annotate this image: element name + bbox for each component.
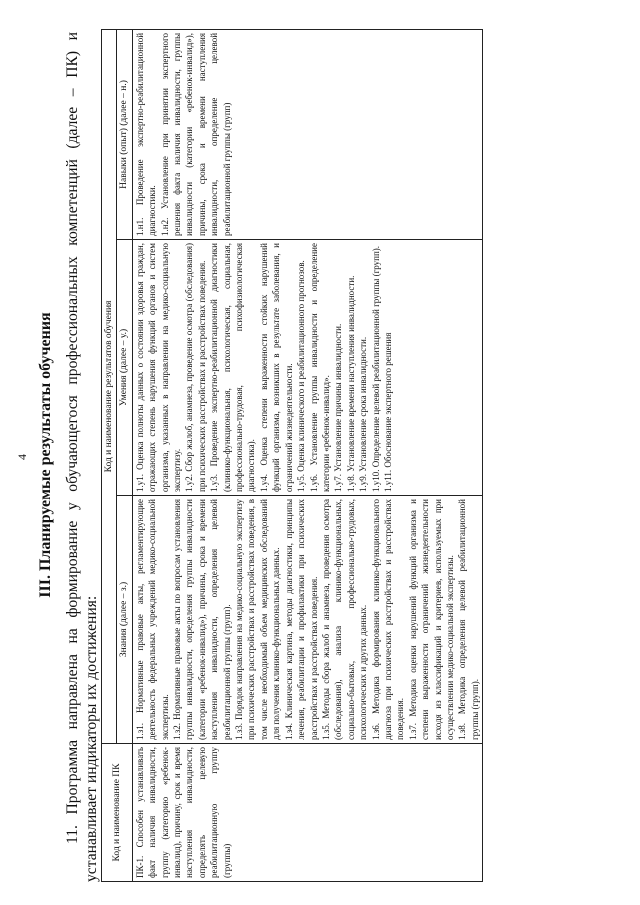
skill-item: 1.у2. Сбор жалоб, анамнеза, проведение осмотра (обследования) при психических расстройствах и расстройствах поведения.	[184, 243, 207, 492]
knowledge-item: 1.з8. Методика определения целевой реабилитационной группы (групп).	[457, 499, 480, 740]
skill-item: 1.у1. Оценка полноты данных о состоянии здоровья граждан, отражающих степень нарушения функций органов и систем организма, указанных в направлении на медико-социальную экспертизу.	[134, 243, 183, 492]
table-row	[132, 29, 482, 881]
knowledge-item: 1.з2. Нормативные правовые акты по вопросам установления группы инвалидности, определения группы инвалидности (категории «ребенок-инвалид»), причины, срока и времени наступления инвалидности, определения целевой реабилитационной группы (групп).	[172, 499, 232, 740]
knowledge-item: 1.з6. Методика формирования клинико-функционального диагноза при психических расстройствах и расстройствах поведения.	[370, 499, 406, 740]
rotated-page	[15, 20, 615, 890]
skill-item: 1.у5. Оценка клинического и реабилитационного прогнозов.	[296, 260, 307, 492]
skill-item: 1.у6. Установление группы инвалидности и определение категории «ребенок-инвалид».	[308, 243, 331, 492]
knowledge-cell	[132, 496, 482, 744]
skill-item: 1.у7. Установление причины инвалидности.	[333, 323, 344, 492]
skill-item: 1.у10. Определение целевой реабилитационной группы (групп).	[370, 245, 381, 492]
experience-item: 1.н2. Установление при принятии экспертного решения факта наличия инвалидности, группы инвалидности (категории «ребенок-инвалид»), причины, срока и времени наступления инвалидности, определение целевой реабилитационной группы (групп)	[159, 32, 232, 236]
skill-item: 1.у11. Обоснование экспертного решения	[382, 332, 393, 492]
knowledge-item: 1.з3. Порядок направления на медико-социальную экспертизу при психических расстройствах и расстройствах поведения, в том числе необходимый объем медицинских обследований для получения клинико-функциональных данных.	[234, 499, 282, 740]
skill-item: 1.у4. Оценка степени выраженности стойких нарушений функций организма, возникших в результате заболевания, и ограничений жизнедеятельности.	[258, 243, 294, 492]
knowledge-item: 1.з4. Клиническая картина, методы диагностики, принципы лечения, реабилитации и профилактики при психических расстройствах и расстройствах поведения.	[283, 499, 319, 740]
competence-cell: ПК-1. Способен устанавливать факт наличия инвалидности, группу (категорию «ребенок-инвалид), причину, срок и время наступления инвалидности, определять целевую реабилитационную группу (группы)	[132, 744, 482, 882]
intro-paragraph	[63, 32, 101, 882]
header-knowledge: Знания (далее – з.)	[117, 496, 132, 744]
header-experience: Навыки (опыт) (далее – н.)	[117, 29, 132, 239]
header-results-group: Код и наименование результатов обучения	[102, 29, 117, 743]
skills-cell	[132, 240, 482, 496]
intro-text: 11. Программа направлена на формирование у обучающегося профессиональных компетенций (далее – ПК) и устанавливает индикаторы их достижения:	[64, 32, 100, 882]
knowledge-item: 1.з1. Нормативные правовые акты, регламентирующие деятельность федеральных учреждений медико-социальной экспертизы.	[134, 499, 170, 740]
competencies-table	[101, 29, 483, 882]
knowledge-item: 1.з7. Методика оценки нарушений функций организма и степени выраженности ограничений жизнедеятельности исходя из классификаций и критериев, используемых при осуществлении медико-социальной экспертизы.	[407, 499, 455, 740]
knowledge-item: 1.з5. Методы сбора жалоб и анамнеза, проведения осмотра (обследования), анализа клинико-функциональных, социально-бытовых, профессионально-трудовых, психологических и других данных.	[320, 499, 369, 740]
experience-cell	[132, 29, 482, 239]
table-header-row	[102, 29, 117, 881]
section-title: III. Планируемые результаты обучения	[37, 312, 54, 598]
skill-item: 1.у9. Установление срока инвалидности.	[358, 336, 369, 492]
header-skills: Умения (далее – у.)	[117, 240, 132, 496]
experience-item: 1.н1. Проведение экспертно-реабилитационной диагностики.	[134, 32, 158, 236]
page-number: 4	[15, 454, 29, 460]
skill-item: 1.у3. Проведение экспертно-реабилитационной диагностики (клинико-функциональная, психологическая, социальная, профессионально-трудовая, психофизиологическая диагностика).	[209, 243, 257, 492]
header-competence: Код и наименование ПК	[102, 744, 133, 882]
skill-item: 1.у8. Установление времени наступления инвалидности.	[345, 275, 356, 492]
